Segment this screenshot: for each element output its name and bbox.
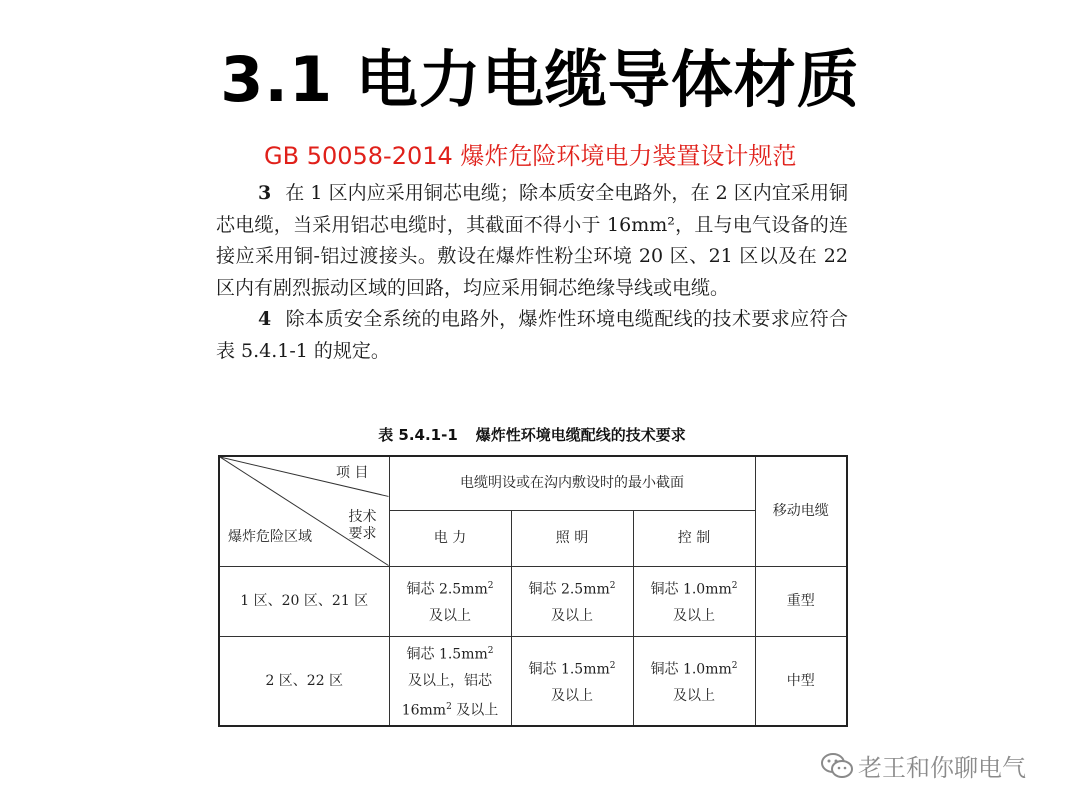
cell-line: 及以上 [551,687,593,704]
cell-line: 及以上 [673,687,715,704]
sub-header-light: 照 明 [511,510,633,566]
superscript: 2 [487,646,494,657]
clause-3 [216,178,848,304]
sub-header-control: 控 制 [633,510,755,566]
diagonal-header-cell [219,456,389,566]
slide-title: 3.1 电力电缆导体材质 [220,43,860,116]
cell-line: 铜芯 2.5mm [528,581,610,598]
control-cell [633,566,755,636]
superscript: 2 [731,660,738,671]
cell-line: 及以上 [429,607,471,624]
superscript: 2 [609,660,616,671]
superscript: 2 [446,701,452,712]
document-excerpt [216,178,848,367]
light-cell [511,636,633,726]
mobile-header: 移动电缆 [755,456,847,566]
cell-line: 铜芯 2.5mm [406,581,488,598]
mobile-cell: 重型 [755,566,847,636]
table-title: 爆炸性环境电缆配线的技术要求 [475,426,686,444]
superscript: 2 [609,581,616,592]
clause-text: 在 1 区内应采用铜芯电缆；除本质安全电路外，在 2 区内宜采用铜芯电缆，当采用铝芯电缆时，其截面不得小于 16mm²，且与电气设备的连接应采用铜-铝过渡接头。敷设在爆炸性粉尘环境 20 区、21 区以及在 22 区内有剧烈振动区域的回路，均应采用铜芯绝缘导线或电缆。 [216,182,848,299]
corner-item-label: 项 目 [336,465,369,481]
table-number: 表 5.4.1-1 [378,426,458,444]
cell-line: 及以上 [451,702,499,719]
mobile-cell: 中型 [755,636,847,726]
wechat-icon [820,752,854,780]
watermark-text: 老王和你聊电气 [858,754,1026,782]
clause-4 [216,304,848,367]
clause-number: 4 [258,308,272,330]
superscript: 2 [731,581,738,592]
power-cell [389,566,511,636]
cell-line: 铜芯 1.5mm [528,661,610,678]
cable-spec-table [218,455,848,727]
table-caption [216,424,848,445]
cell-line: 及以上，铝芯 [408,672,492,689]
corner-tech-line2: 要求 [348,526,377,542]
cell-line: 铜芯 1.5mm [406,646,488,663]
corner-tech-label [349,509,377,543]
light-cell [511,566,633,636]
corner-tech-line1: 技术 [348,509,377,525]
table-row [219,636,847,726]
superscript: 2 [487,581,494,592]
cell-line: 16mm [401,702,447,719]
corner-zone-label: 爆炸危险区域 [228,528,312,545]
group-header: 电缆明设或在沟内敷设时的最小截面 [389,456,755,510]
cell-line: 铜芯 1.0mm [650,581,732,598]
cell-line: 及以上 [551,607,593,624]
clause-text: 除本质安全系统的电路外，爆炸性环境电缆配线的技术要求应符合表 5.4.1-1 的规定。 [216,308,848,362]
sub-header-power: 电 力 [389,510,511,566]
table-row [219,566,847,636]
zone-cell: 2 区、22 区 [219,636,389,726]
cell-line: 及以上 [673,607,715,624]
clause-number: 3 [258,182,272,204]
zone-cell: 1 区、20 区、21 区 [219,566,389,636]
watermark [820,748,1026,783]
control-cell [633,636,755,726]
standard-subtitle: GB 50058-2014 爆炸危险环境电力装置设计规范 [264,142,797,170]
cell-line: 铜芯 1.0mm [650,661,732,678]
power-cell [389,636,511,726]
